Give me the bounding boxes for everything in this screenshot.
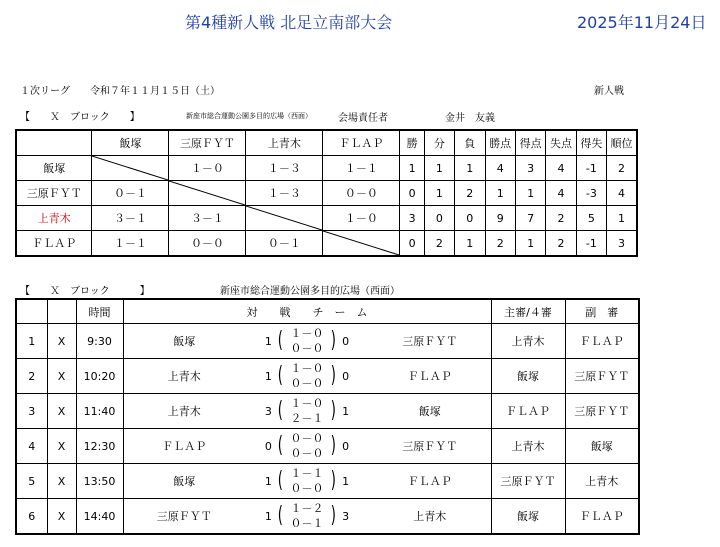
match-number: 5 xyxy=(16,464,47,499)
away-team: 三原ＦＹＴ xyxy=(369,324,491,359)
home-team: 飯塚 xyxy=(123,464,245,499)
stat-cell: 4 xyxy=(607,181,637,206)
score-cell xyxy=(245,324,369,359)
match-block: X xyxy=(47,359,76,394)
header-cell: 三原ＦＹＴ xyxy=(169,130,246,156)
corner-cell xyxy=(16,130,92,156)
match-row xyxy=(16,429,639,464)
result-cell: ０－０ xyxy=(169,231,246,257)
stat-cell: 9 xyxy=(485,206,515,231)
home-score: 1 xyxy=(264,509,272,523)
team-name: ＦＬＡＰ xyxy=(16,231,92,257)
result-cell: １－３ xyxy=(246,181,323,206)
match-row xyxy=(16,324,639,359)
left-bracket-icon: ( xyxy=(278,503,284,528)
stat-cell: 1 xyxy=(485,181,515,206)
match-block: X xyxy=(47,464,76,499)
time-header: 時間 xyxy=(76,299,123,324)
stat-cell: 4 xyxy=(546,156,576,181)
match-row xyxy=(16,394,639,429)
right-bracket-icon: ) xyxy=(330,468,336,493)
stat-cell: 2 xyxy=(546,206,576,231)
assistant-referee: ＦＬＡＰ xyxy=(565,499,639,535)
match-number: 6 xyxy=(16,499,47,535)
diagonal-cell xyxy=(169,181,246,206)
first-half-score: ０－０ xyxy=(290,432,324,445)
schedule-header-row xyxy=(16,299,639,324)
result-cell: ３－１ xyxy=(92,206,169,231)
stat-cell: 0 xyxy=(400,231,424,257)
header-cell: 順位 xyxy=(607,130,637,156)
referee: 上青木 xyxy=(491,324,565,359)
right-bracket-icon: ) xyxy=(330,433,336,458)
away-score: 0 xyxy=(342,369,350,383)
match-block: X xyxy=(47,394,76,429)
result-cell: １－０ xyxy=(323,206,400,231)
left-bracket-icon: ( xyxy=(278,363,284,388)
away-score: 3 xyxy=(342,509,350,523)
header-cell: 勝点 xyxy=(485,130,515,156)
category-label: 新人戦 xyxy=(594,86,624,97)
match-time: 11:40 xyxy=(76,394,123,429)
match-block: X xyxy=(47,429,76,464)
result-cell: ０－０ xyxy=(323,181,400,206)
away-team: ＦＬＡＰ xyxy=(369,464,491,499)
score-cell xyxy=(245,359,369,394)
home-team: 上青木 xyxy=(123,359,245,394)
away-team: 上青木 xyxy=(369,499,491,535)
referee-header: 主審/４審 xyxy=(491,299,565,324)
match-time: 13:50 xyxy=(76,464,123,499)
standings-row xyxy=(16,156,637,181)
away-score: 1 xyxy=(342,474,350,488)
result-cell: ０－１ xyxy=(92,181,169,206)
round-info: １次リーグ 令和７年１１月１５日（土） xyxy=(20,86,220,97)
referee: 上青木 xyxy=(491,429,565,464)
referee: 三原ＦＹＴ xyxy=(491,464,565,499)
match-row xyxy=(16,499,639,535)
stat-cell: 7 xyxy=(515,206,545,231)
stat-cell: 3 xyxy=(400,206,424,231)
match-block: X xyxy=(47,499,76,535)
header-cell: 勝 xyxy=(400,130,424,156)
stat-cell: -1 xyxy=(576,231,606,257)
header-cell xyxy=(47,299,76,324)
home-score: 1 xyxy=(264,474,272,488)
stat-cell: -1 xyxy=(576,156,606,181)
header-cell: ＦＬＡＰ xyxy=(323,130,400,156)
score-cell xyxy=(245,499,369,535)
diagonal-cell xyxy=(92,156,169,181)
stat-cell: 2 xyxy=(424,231,454,257)
home-score: 0 xyxy=(264,439,272,453)
standings-row xyxy=(16,206,637,231)
assistant-referee: ＦＬＡＰ xyxy=(565,324,639,359)
home-team: 飯塚 xyxy=(123,324,245,359)
team-name: 三原ＦＹＴ xyxy=(16,181,92,206)
stat-cell: 4 xyxy=(546,181,576,206)
match-time: 12:30 xyxy=(76,429,123,464)
match-block: X xyxy=(47,324,76,359)
second-half-score: ２－１ xyxy=(290,412,324,425)
match-time: 9:30 xyxy=(76,324,123,359)
assistant-referee: 上青木 xyxy=(565,464,639,499)
right-bracket-icon: ) xyxy=(330,503,336,528)
stat-cell: 1 xyxy=(515,181,545,206)
stat-cell: 3 xyxy=(515,156,545,181)
stat-cell: 1 xyxy=(424,156,454,181)
score-cell xyxy=(245,464,369,499)
page-title: 第4種新人戦 北足立南部大会 xyxy=(185,13,393,32)
venue-label: 新座市総合運動公園多目的広場（西面） xyxy=(186,112,312,120)
schedule-block-label: 【 Ｘ ブロック 】 xyxy=(20,286,150,297)
second-half-score: ０－０ xyxy=(290,447,324,460)
referee: 飯塚 xyxy=(491,359,565,394)
header-cell: 負 xyxy=(455,130,485,156)
right-bracket-icon: ) xyxy=(330,363,336,388)
away-team: ＦＬＡＰ xyxy=(369,359,491,394)
right-bracket-icon: ) xyxy=(330,328,336,353)
first-half-score: １－２ xyxy=(290,502,324,515)
away-team: 三原ＦＹＴ xyxy=(369,429,491,464)
first-half-score: １－０ xyxy=(290,362,324,375)
block-label: 【 Ｘ ブロック 】 xyxy=(20,112,140,123)
stat-cell: 2 xyxy=(455,181,485,206)
event-date: 2025年11月24日 xyxy=(577,13,707,32)
stat-cell: 2 xyxy=(546,231,576,257)
home-score: 1 xyxy=(264,334,272,348)
header-cell: 得失 xyxy=(576,130,606,156)
stat-cell: 1 xyxy=(607,206,637,231)
standings-row xyxy=(16,231,637,257)
home-team: 上青木 xyxy=(123,394,245,429)
stat-cell: 1 xyxy=(515,231,545,257)
header-cell: 失点 xyxy=(546,130,576,156)
stat-cell: 1 xyxy=(455,156,485,181)
home-score: 3 xyxy=(264,404,272,418)
home-team: ＦＬＡＰ xyxy=(123,429,245,464)
left-bracket-icon: ( xyxy=(278,433,284,458)
match-number: 1 xyxy=(16,324,47,359)
header-cell: 得点 xyxy=(515,130,545,156)
stat-cell: 2 xyxy=(485,231,515,257)
score-cell xyxy=(245,394,369,429)
away-score: 0 xyxy=(342,334,350,348)
stat-cell: 2 xyxy=(607,156,637,181)
result-cell: １－１ xyxy=(323,156,400,181)
left-bracket-icon: ( xyxy=(278,328,284,353)
manager-name: 金井 友義 xyxy=(445,113,495,124)
stat-cell: 1 xyxy=(400,156,424,181)
assistant-header: 副 審 xyxy=(565,299,639,324)
assistant-referee: 飯塚 xyxy=(565,429,639,464)
result-cell: １－１ xyxy=(92,231,169,257)
result-cell: ０－１ xyxy=(246,231,323,257)
team-name: 飯塚 xyxy=(16,156,92,181)
second-half-score: ０－０ xyxy=(290,482,324,495)
stat-cell: 0 xyxy=(400,181,424,206)
team-name: 上青木 xyxy=(16,206,92,231)
match-row xyxy=(16,464,639,499)
result-cell: １－０ xyxy=(169,156,246,181)
match-header: 対 戦 チ ー ム xyxy=(123,299,491,324)
schedule-venue-label: 新座市総合運動公園多目的広場（西面） xyxy=(220,286,400,297)
diagonal-cell xyxy=(323,231,400,257)
match-time: 14:40 xyxy=(76,499,123,535)
away-score: 0 xyxy=(342,439,350,453)
first-half-score: １－０ xyxy=(290,397,324,410)
first-half-score: １－１ xyxy=(290,467,324,480)
header-cell: 分 xyxy=(424,130,454,156)
assistant-referee: 三原ＦＹＴ xyxy=(565,394,639,429)
stat-cell: 4 xyxy=(485,156,515,181)
schedule-table xyxy=(15,298,640,535)
second-half-score: ０－０ xyxy=(290,377,324,390)
second-half-score: ０－１ xyxy=(290,517,324,530)
away-team: 飯塚 xyxy=(369,394,491,429)
match-row xyxy=(16,359,639,394)
match-number: 4 xyxy=(16,429,47,464)
home-team: 三原ＦＹＴ xyxy=(123,499,245,535)
stat-cell: 1 xyxy=(424,181,454,206)
referee: 飯塚 xyxy=(491,499,565,535)
assistant-referee: 三原ＦＹＴ xyxy=(565,359,639,394)
stat-cell: 0 xyxy=(424,206,454,231)
stat-cell: 5 xyxy=(576,206,606,231)
match-number: 2 xyxy=(16,359,47,394)
result-cell: ３－１ xyxy=(169,206,246,231)
result-cell: １－３ xyxy=(246,156,323,181)
home-score: 1 xyxy=(264,369,272,383)
left-bracket-icon: ( xyxy=(278,468,284,493)
stat-cell: 3 xyxy=(607,231,637,257)
diagonal-cell xyxy=(246,206,323,231)
standings-header-row xyxy=(16,130,637,156)
referee: ＦＬＡＰ xyxy=(491,394,565,429)
right-bracket-icon: ) xyxy=(330,398,336,423)
header-cell xyxy=(16,299,47,324)
stat-cell: 0 xyxy=(455,206,485,231)
manager-label: 会場責任者 xyxy=(338,113,388,124)
standings-table xyxy=(15,129,638,257)
score-cell xyxy=(245,429,369,464)
header-cell: 飯塚 xyxy=(92,130,169,156)
match-time: 10:20 xyxy=(76,359,123,394)
match-number: 3 xyxy=(16,394,47,429)
standings-row xyxy=(16,181,637,206)
stat-cell: -3 xyxy=(576,181,606,206)
left-bracket-icon: ( xyxy=(278,398,284,423)
header-cell: 上青木 xyxy=(246,130,323,156)
second-half-score: ０－０ xyxy=(290,342,324,355)
stat-cell: 1 xyxy=(455,231,485,257)
away-score: 1 xyxy=(342,404,350,418)
first-half-score: １－０ xyxy=(290,327,324,340)
